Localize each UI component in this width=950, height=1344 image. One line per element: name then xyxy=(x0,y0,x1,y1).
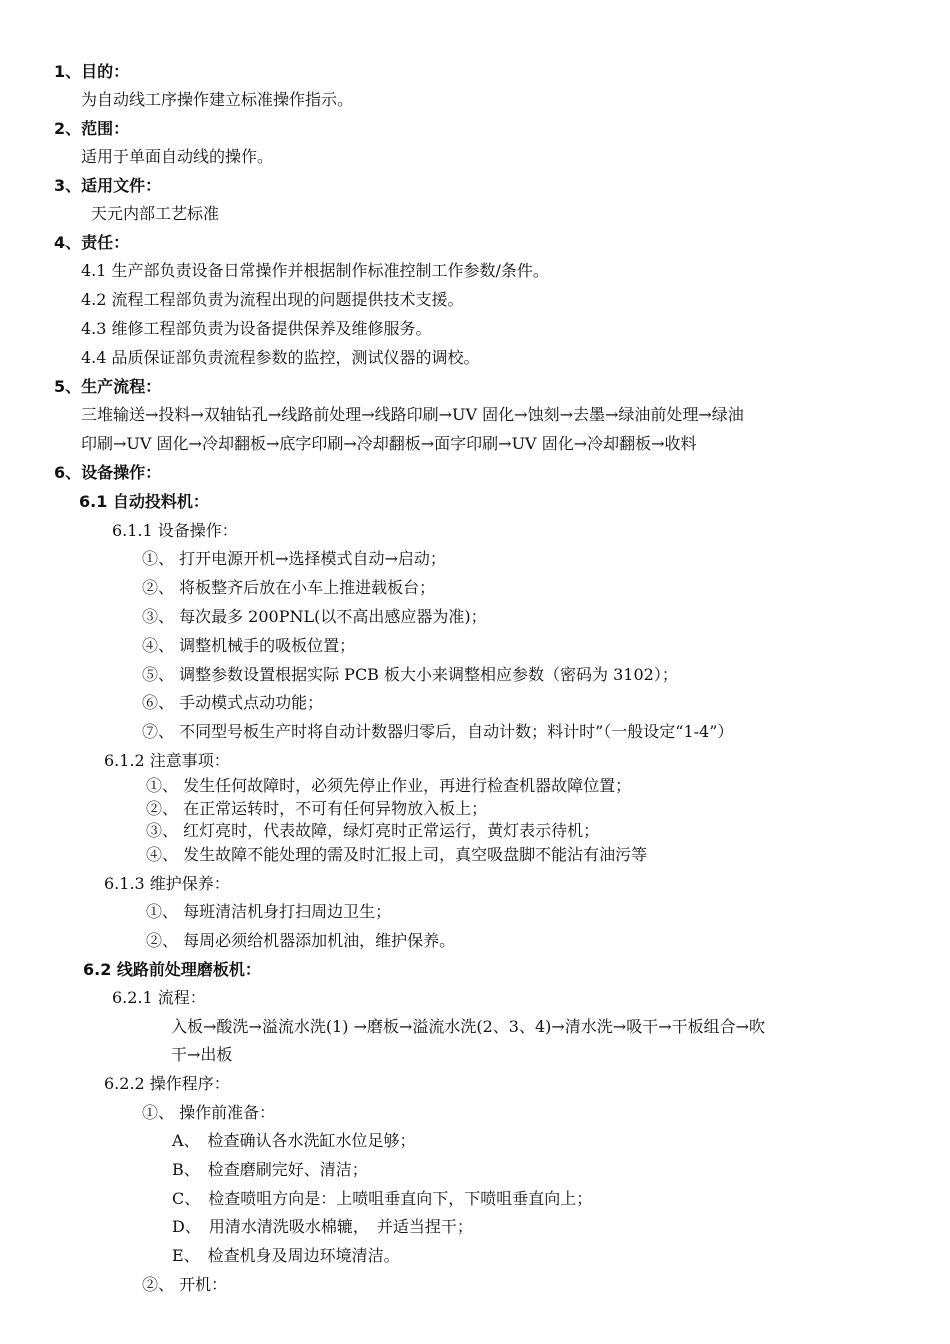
responsibility-item: 4.2 流程工程部负责为流程出现的问题提供技术支援。 xyxy=(81,290,464,309)
section-5-title: 5、生产流程： xyxy=(54,377,162,396)
operation-step: ⑥、 手动模式点动功能； xyxy=(142,693,324,712)
preparation-item: E、 检查机身及周边环境清洁。 xyxy=(172,1246,400,1265)
responsibility-item: 4.1 生产部负责设备日常操作并根据制作标准控制工作参数/条件。 xyxy=(81,261,549,280)
section-3-text: 天元内部工艺标准 xyxy=(91,204,220,223)
responsibility-item: 4.3 维修工程部负责为设备提供保养及维修服务。 xyxy=(81,319,432,338)
procedure-step: ②、 开机： xyxy=(142,1275,228,1294)
subsection-6-1-2-title: 6.1.2 注意事项： xyxy=(104,751,230,770)
process-flow-line: 三堆输送→投料→双轴钻孔→线路前处理→线路印刷→UV 固化→蚀刻→去墨→绿油前处理→绿油 xyxy=(81,405,744,424)
process-flow-line: 印刷→UV 固化→冷却翻板→底字印刷→冷却翻板→面字印刷→UV 固化→冷却翻板→收料 xyxy=(81,434,697,453)
subsection-6-2-title: 6.2 线路前处理磨板机： xyxy=(83,960,261,979)
section-3-title: 3、适用文件： xyxy=(54,176,162,195)
section-2-text: 适用于单面自动线的操作。 xyxy=(81,147,274,166)
subsection-6-1-title: 6.1 自动投料机： xyxy=(79,492,209,511)
section-1-text: 为自动线工序操作建立标准操作指示。 xyxy=(81,90,354,109)
caution-item: ②、 在正常运转时，不可有任何异物放入板上； xyxy=(146,799,488,818)
subsection-6-2-2-title: 6.2.2 操作程序： xyxy=(104,1074,230,1093)
subsection-6-1-1-title: 6.1.1 设备操作： xyxy=(112,521,238,540)
preparation-item: D、 用清水清洗吸水棉辘， 并适当捏干； xyxy=(172,1217,473,1236)
maintenance-item: ①、 每班清洁机身打扫周边卫生； xyxy=(146,902,392,921)
operation-step: ③、 每次最多 200PNL(以不高出感应器为准)； xyxy=(142,607,487,626)
caution-item: ③、 红灯亮时，代表故障，绿灯亮时正常运行，黄灯表示待机； xyxy=(146,821,600,840)
procedure-step: ①、 操作前准备： xyxy=(142,1103,276,1122)
preparation-item: A、 检查确认各水洗缸水位足够； xyxy=(172,1131,416,1150)
section-6-title: 6、设备操作： xyxy=(54,463,162,482)
operation-step: ①、 打开电源开机→选择模式自动→启动； xyxy=(142,549,446,568)
maintenance-item: ②、 每周必须给机器添加机油，维护保养。 xyxy=(146,931,456,950)
section-2-title: 2、范围： xyxy=(54,119,130,138)
preparation-item: B、 检查磨刷完好、清洁； xyxy=(172,1160,368,1179)
section-1-title: 1、目的： xyxy=(54,62,130,81)
operation-step: ②、 将板整齐后放在小车上推进载板台； xyxy=(142,578,436,597)
subsection-6-1-3-title: 6.1.3 维护保养： xyxy=(104,874,230,893)
grinding-flow-line: 入板→酸洗→溢流水洗(1) →磨板→溢流水洗(2、3、4)→清水洗→吸干→干板组合→吹 xyxy=(171,1017,766,1036)
caution-item: ①、 发生任何故障时，必须先停止作业，再进行检查机器故障位置； xyxy=(146,776,632,795)
operation-step: ④、 调整机械手的吸板位置； xyxy=(142,636,356,655)
section-4-title: 4、责任： xyxy=(54,233,130,252)
grinding-flow-line: 干→出板 xyxy=(171,1045,233,1064)
responsibility-item: 4.4 品质保证部负责流程参数的监控，测试仪器的调校。 xyxy=(81,348,480,367)
operation-step: ⑤、 调整参数设置根据实际 PCB 板大小来调整相应参数（密码为 3102）； xyxy=(142,665,678,684)
operation-step: ⑦、 不同型号板生产时将自动计数器归零后，自动计数；料计时”（一般设定“1-4”） xyxy=(142,722,734,741)
subsection-6-2-1-title: 6.2.1 流程： xyxy=(112,988,206,1007)
preparation-item: C、 检查喷咀方向是：上喷咀垂直向下，下喷咀垂直向上； xyxy=(172,1189,593,1208)
caution-item: ④、 发生故障不能处理的需及时汇报上司，真空吸盘脚不能沾有油污等 xyxy=(146,845,648,864)
